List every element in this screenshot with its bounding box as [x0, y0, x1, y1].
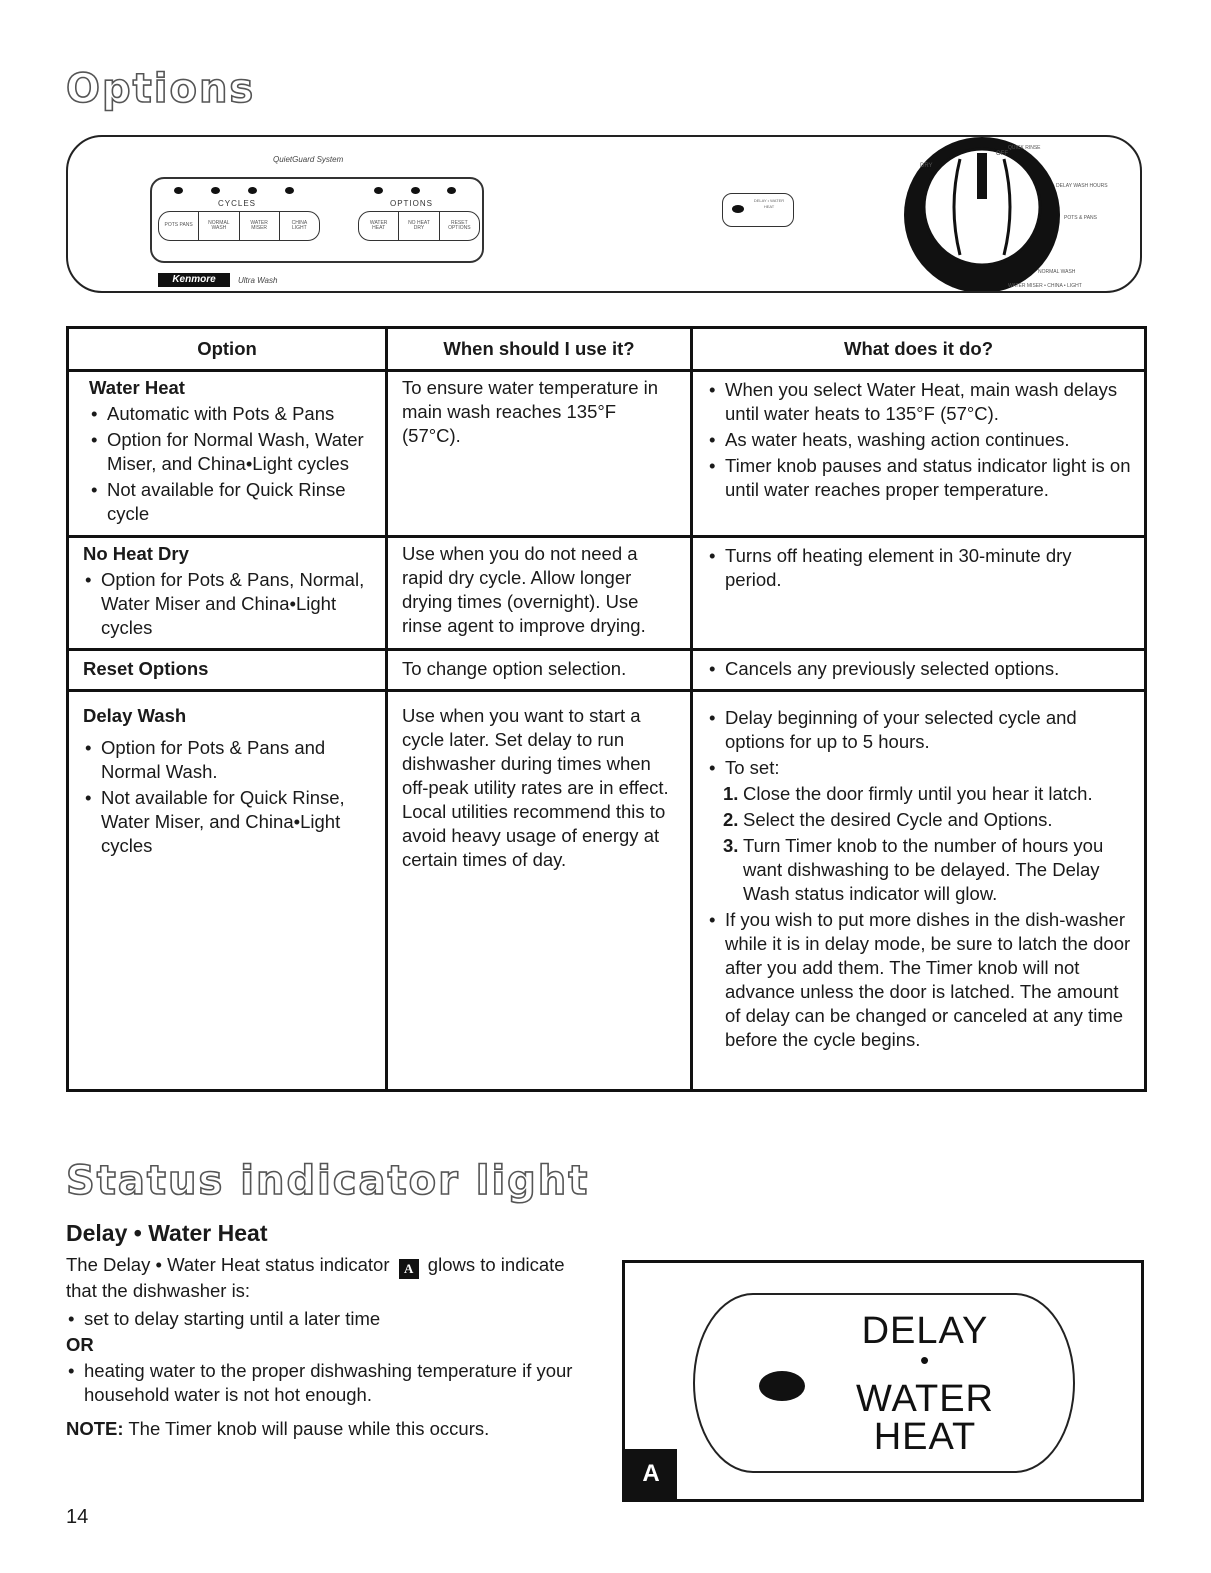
panel-status-indicator: [722, 193, 794, 227]
led: [374, 187, 383, 194]
option-cell: [68, 371, 387, 537]
control-panel-illustration: [66, 135, 1142, 293]
led: [174, 187, 183, 194]
option-buttons: [358, 211, 480, 241]
what-bullet: • Timer knob pauses and status indicator light is on until water reaches proper temperature.: [707, 454, 1132, 502]
kenmore-logo: Kenmore: [158, 273, 230, 287]
when-text: Use when you do not need a rapid dry cycle. Allow longer drying times (overnight). Use rinse agent to improve drying.: [402, 543, 646, 636]
what-cell: [692, 650, 1146, 691]
option-name: Reset Options: [83, 658, 209, 679]
option-cell: [68, 691, 387, 1091]
indicator-lens: [693, 1293, 1075, 1473]
cycles-group-label: CYCLES: [218, 199, 257, 208]
when-text: Use when you want to start a cycle later. Set delay to run dishwasher during times when off-peak utility rates are in effect. Local utilities recommend this to avoid heavy usage of energy at certain times of day.: [402, 705, 669, 870]
button-group: [150, 177, 484, 263]
led: [285, 187, 294, 194]
indicator-water-label: WATER: [856, 1378, 994, 1420]
when-cell: [387, 371, 692, 537]
quietguard-label: QuietGuard System: [273, 155, 344, 164]
step-number: 2.: [723, 809, 739, 830]
option-name: No Heat Dry: [83, 543, 189, 564]
page-number: 14: [66, 1506, 89, 1528]
step-text: Turn Timer knob to the number of hours you want dishwashing to be delayed. The Delay Wash status indicator will glow.: [743, 835, 1104, 904]
step-number: 1.: [723, 783, 739, 804]
timer-knob[interactable]: [888, 137, 1142, 293]
dial-label-quick-rinse: QUICK RINSE: [1008, 145, 1041, 151]
step-text: Close the door firmly until you hear it latch.: [743, 783, 1093, 804]
status-section-title: Status indicator light: [66, 1158, 590, 1204]
option-name: Water Heat: [89, 377, 185, 398]
cycle-led-row: [174, 187, 294, 194]
dial-label-water-miser: WATER MISER • CHINA • LIGHT: [1008, 283, 1082, 289]
table-row: [68, 371, 1146, 537]
callout-a-label: A: [625, 1449, 677, 1499]
step-number: 3.: [723, 835, 739, 856]
status-description: [66, 1253, 586, 1445]
china-light-button[interactable]: CHINA LIGHT: [291, 219, 308, 231]
dial-label-dry: DRY: [920, 163, 933, 169]
option-bullet: • Option for Pots & Pans and Normal Wash.: [83, 736, 373, 784]
status-bullet: • heating water to the proper dishwashing temperature if your household water is not hot enough.: [66, 1359, 586, 1407]
option-bullet: • Option for Pots & Pans, Normal, Water Miser and China•Light cycles: [83, 568, 373, 640]
option-bullet: • Option for Normal Wash, Water Miser, and China•Light cycles: [89, 428, 373, 476]
option-cell: [68, 537, 387, 650]
water-miser-button[interactable]: WATER MISER: [240, 212, 280, 240]
option-bullet: • Automatic with Pots & Pans: [89, 402, 373, 426]
no-heat-dry-button[interactable]: NO HEAT DRY: [399, 212, 439, 240]
indicator-mini-label: DELAY • WATER HEAT: [753, 198, 785, 209]
what-bullet: • To set:: [707, 756, 1132, 780]
ultra-wash-label: Ultra Wash: [238, 276, 278, 285]
option-cell: [68, 650, 387, 691]
options-section-title: Options: [66, 66, 256, 112]
when-text: To change option selection.: [402, 658, 627, 679]
what-cell: [692, 691, 1146, 1091]
what-cell: [692, 537, 1146, 650]
dial-label-normal-wash: NORMAL WASH: [1038, 269, 1076, 275]
or-label: OR: [66, 1334, 94, 1355]
step-item: [707, 808, 1132, 832]
reset-options-button[interactable]: RESET OPTIONS: [448, 219, 471, 231]
header-option: Option: [68, 328, 387, 371]
status-light-icon: [759, 1371, 805, 1401]
dial-label-delay-wash: DELAY WASH HOURS: [1056, 183, 1108, 189]
what-bullet: • If you wish to put more dishes in the dish-washer while it is in delay mode, be sure to latch the door after you add them. The Timer knob will not advance unless the door is latched. The amount of delay can be changed or canceled at any time before the cycle begins.: [707, 908, 1132, 1052]
water-heat-button[interactable]: WATER HEAT: [359, 212, 399, 240]
table-header-row: [68, 328, 1146, 371]
what-bullet: • Delay beginning of your selected cycle and options for up to 5 hours.: [707, 706, 1132, 754]
indicator-heat-label: HEAT: [873, 1416, 977, 1458]
options-table: [66, 326, 1147, 1092]
what-bullet: • Cancels any previously selected options.: [707, 657, 1132, 681]
what-bullet: • Turns off heating element in 30-minute dry period.: [707, 544, 1132, 592]
dial-label-off: OFF: [996, 151, 1008, 157]
when-cell: [387, 691, 692, 1091]
what-bullet: • When you select Water Heat, main wash delays until water heats to 135°F (57°C).: [707, 378, 1132, 426]
option-name: Delay Wash: [83, 705, 187, 726]
pots-pans-button[interactable]: POTS PANS: [159, 212, 199, 240]
table-row: [68, 537, 1146, 650]
what-bullet: • As water heats, washing action continues.: [707, 428, 1132, 452]
table-row: [68, 650, 1146, 691]
step-item: [707, 782, 1132, 806]
led: [248, 187, 257, 194]
when-cell: [387, 537, 692, 650]
cycle-buttons: [158, 211, 320, 241]
intro-text: glows to indicate that the dishwasher is:: [66, 1254, 565, 1301]
led: [447, 187, 456, 194]
dial-pointer: [977, 153, 987, 199]
when-cell: [387, 650, 692, 691]
option-bullet: • Not available for Quick Rinse cycle: [89, 478, 373, 526]
indicator-led: [732, 205, 744, 213]
indicator-delay-label: DELAY: [861, 1310, 989, 1352]
status-intro: [66, 1253, 586, 1303]
step-text: Select the desired Cycle and Options.: [743, 809, 1053, 830]
intro-text: The Delay • Water Heat status indicator: [66, 1254, 390, 1275]
callout-a-icon: A: [399, 1259, 419, 1279]
indicator-enlargement: [622, 1260, 1144, 1502]
header-when: When should I use it?: [387, 328, 692, 371]
step-item: [707, 834, 1132, 906]
status-bullet: • set to delay starting until a later time: [66, 1307, 586, 1331]
note-label: NOTE:: [66, 1418, 124, 1439]
led: [211, 187, 220, 194]
header-what: What does it do?: [692, 328, 1146, 371]
options-group-label: OPTIONS: [390, 199, 434, 208]
option-led-row: [374, 187, 456, 194]
status-note: [66, 1417, 586, 1441]
note-text: The Timer knob will pause while this occurs.: [128, 1418, 490, 1439]
option-bullet: • Not available for Quick Rinse, Water Miser, and China•Light cycles: [83, 786, 373, 858]
led: [411, 187, 420, 194]
what-cell: [692, 371, 1146, 537]
table-row: [68, 691, 1146, 1091]
normal-wash-button[interactable]: NORMAL WASH: [199, 212, 239, 240]
status-subheading: Delay • Water Heat: [66, 1220, 268, 1246]
indicator-dot: •: [919, 1345, 931, 1375]
dial-label-pots-pans: POTS & PANS: [1064, 215, 1097, 221]
when-text: To ensure water temperature in main wash reaches 135°F (57°C).: [402, 377, 659, 446]
